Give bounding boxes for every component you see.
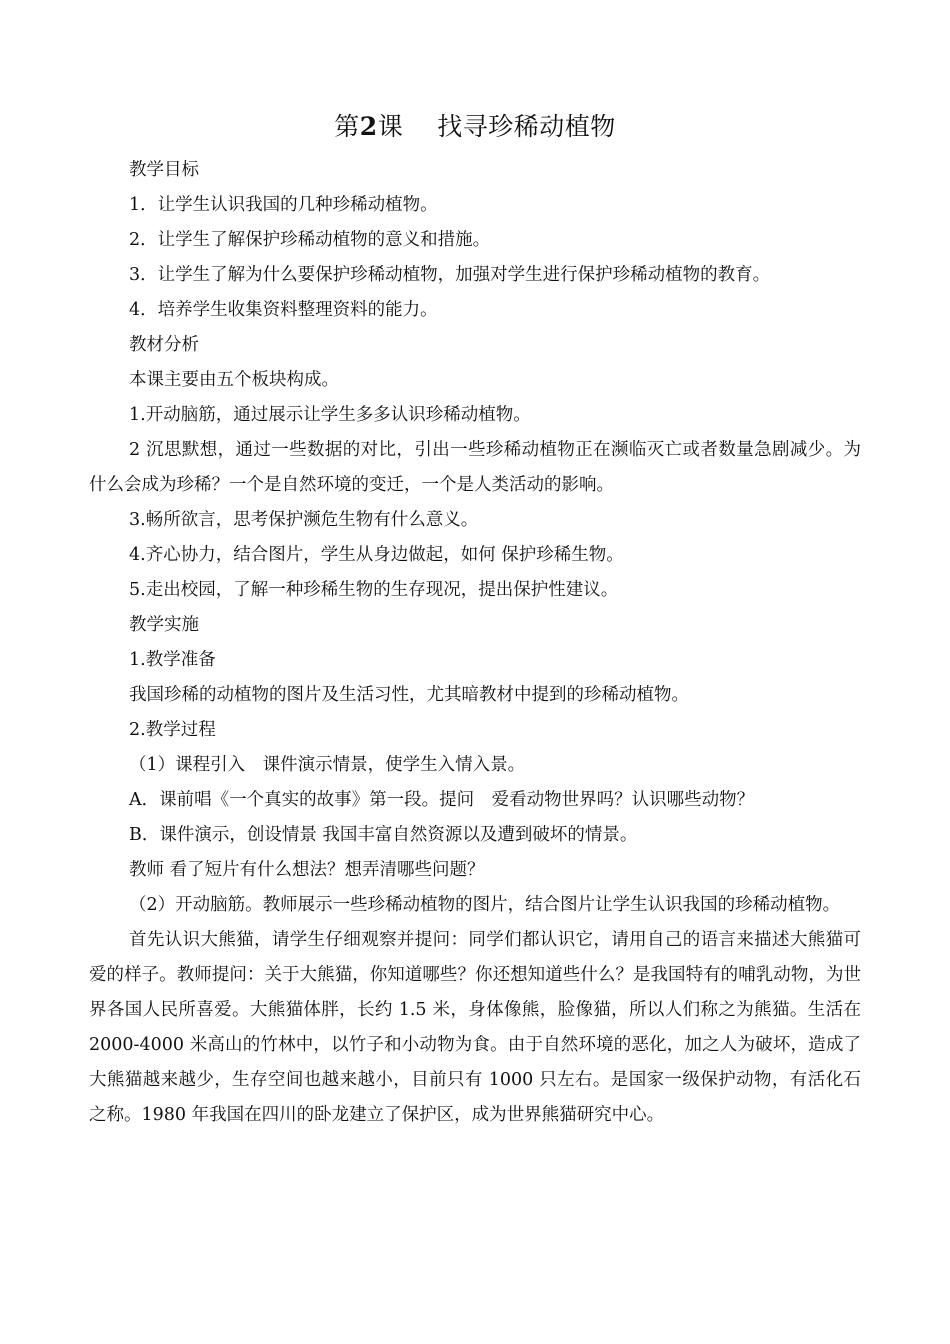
goal-item: 2．让学生了解保护珍稀动植物的意义和措施。 — [129, 230, 491, 250]
analysis-item: 3.畅所欲言，思考保护濒危生物有什么意义。 — [129, 510, 479, 530]
paragraph: A．课前唱《一个真实的故事》第一段。提问 爱看动物世界吗？认识哪些动物？ — [129, 790, 755, 810]
paragraph: 首先认识大熊猫，请学生仔细观察并提问：同学们都认识它，请用自己的语言来描述大熊猫可爱的样子。教师提问：关于大熊猫，你知道哪些？你还想知道些什么？是我国特有的哺乳动物，为世界各国人民所喜爱。大熊猫体胖，长约 1.5 米，身体像熊，脸像猫，所以人们称之为熊猫。生活在 2000-4000 米高山的竹林中，以竹子和小动物为食。由于自然环境的恶化，加之人为破坏，造成了大熊猫越来越少，生存空间也越来越小，目前只有 1000 只左右。是国家一级保护动物，有活化石之称。1980 年我国在四川的卧龙建立了保护区，成为世界熊猫研究中心。 — [89, 930, 861, 1125]
lesson-number: 2 — [359, 112, 378, 141]
lesson-title-prefix: 第 — [334, 112, 360, 141]
analysis-item: 1.开动脑筋，通过展示让学生多多认识珍稀动植物。 — [129, 405, 531, 425]
subheading: 1.教学准备 — [129, 650, 216, 670]
paragraph: 本课主要由五个板块构成。 — [129, 370, 339, 390]
section-heading-implementation: 教学实施 — [129, 615, 199, 635]
analysis-item: 4.齐心协力，结合图片，学生从身边做起，如何 保护珍稀生物。 — [129, 545, 624, 565]
paragraph: B．课件演示，创设情景 我国丰富自然资源以及遭到破坏的情景。 — [129, 825, 638, 845]
lesson-title — [0, 110, 950, 144]
lesson-title-suffix: 课 — [377, 112, 404, 141]
goal-item: 3．让学生了解为什么要保护珍稀动植物，加强对学生进行保护珍稀动植物的教育。 — [129, 265, 771, 285]
section-heading-analysis: 教材分析 — [129, 335, 199, 355]
analysis-item: 5.走出校园，了解一种珍稀生物的生存现况，提出保护性建议。 — [129, 580, 619, 600]
paragraph: 教师 看了短片有什么想法？想弄清哪些问题？ — [129, 860, 485, 880]
paragraph: （2）开动脑筋。教师展示一些珍稀动植物的图片，结合图片让学生认识我国的珍稀动植物。 — [129, 895, 841, 915]
goal-item: 1．让学生认识我国的几种珍稀动植物。 — [129, 195, 438, 215]
lesson-name: 找寻珍稀动植物 — [437, 112, 616, 141]
section-heading-goals: 教学目标 — [129, 160, 199, 180]
paragraph: 我国珍稀的动植物的图片及生活习性，尤其暗教材中提到的珍稀动植物。 — [129, 685, 689, 705]
subheading: 2.教学过程 — [129, 720, 216, 740]
analysis-item: 2 沉思默想，通过一些数据的对比，引出一些珍稀动植物正在濒临灭亡或者数量急剧减少。为什么会成为珍稀？一个是自然环境的变迁，一个是人类活动的影响。 — [89, 440, 861, 495]
paragraph: （1）课程引入 课件演示情景，使学生入情入景。 — [129, 755, 526, 775]
document-body — [89, 153, 861, 1133]
goal-item: 4．培养学生收集资料整理资料的能力。 — [129, 300, 438, 320]
